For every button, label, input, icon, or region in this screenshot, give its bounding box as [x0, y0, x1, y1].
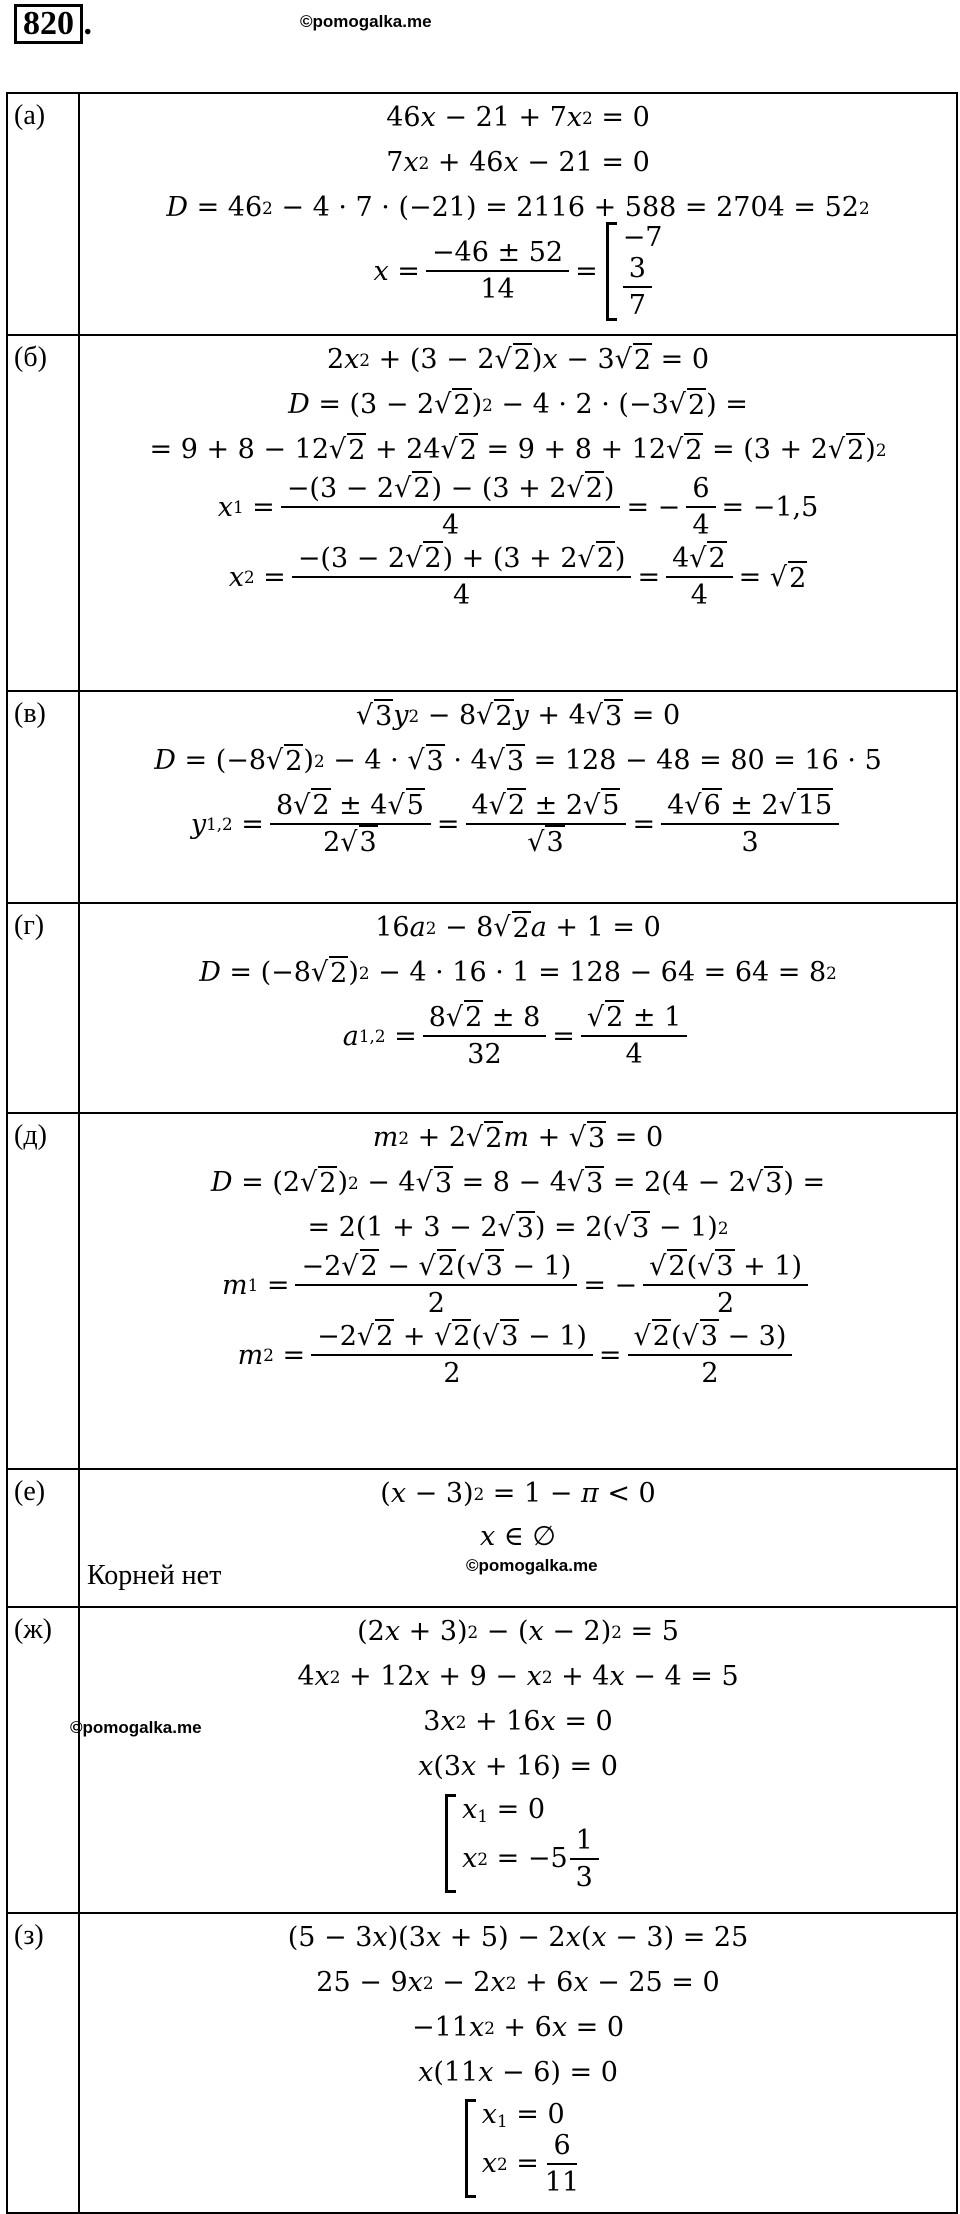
part-d	[7, 903, 957, 1113]
equation-line: m 1 = $\frac{-2√2 - √2(√3 - 1)}{2}$ = − $\frac{√2(√3 + 1)}{2}$	[81, 1250, 955, 1320]
equation-line: x 2 = $\frac{-(3 - 2√2) + (3 + 2√2)}{4}$ = $\frac{4√2}{4}$ = √ 2	[228, 543, 807, 611]
equation-line: 7 x 2 + 46 x − 21 = 0	[386, 147, 650, 178]
part-body	[79, 1469, 957, 1607]
equation-line: = 9 + 8 − 12√ 2 + 24√ 2 = 9 + 8 + 12√ 2 = (3 + 2√ 2 ) 2	[149, 434, 887, 466]
part-body	[79, 1913, 957, 2213]
part-b	[7, 335, 957, 691]
equation-line: 46 x − 21 + 7 x 2 = 0	[386, 102, 650, 133]
part-c	[7, 691, 957, 903]
equation-line: $x_1 = 0$ x 2 = −5 $\frac{1}{3}$	[81, 1789, 955, 1897]
part-label: (д)	[7, 1113, 79, 1469]
equation-line: D = (−8√ 2 ) 2 − 4 · 16 · 1 = 128 − 64 = 64 = 8 2	[199, 957, 837, 989]
part-body	[79, 335, 957, 691]
part-e	[7, 1113, 957, 1469]
equation-line: x = $\frac{-46 \pm 52}{14}$ = −7 $\frac{3}{7}$	[373, 221, 663, 321]
equation-line: (2 x + 3) 2 − ( x − 2) 2 = 5	[357, 1616, 679, 1647]
solution-table	[6, 92, 958, 2214]
equation-line: 4 x 2 + 12 x + 9 − x 2 + 4 x − 4 = 5	[297, 1661, 739, 1692]
no-roots-note: Корней нет	[87, 1560, 222, 1591]
equation-line: x 1 = $\frac{-(3 - 2√2) - (3 + 2√2)}{4}$ = − $\frac{6}{4}$ = −1,5	[217, 473, 819, 541]
equation-line: x ∈ ∅	[480, 1520, 556, 1552]
equation-line: m 2 = $\frac{-2√2 + √2(√3 - 1)}{2}$ = $\frac{√2(√3 - 3)}{2}$	[81, 1320, 955, 1390]
equation-line: m 2 + 2√ 2 m + √ 3 = 0	[372, 1122, 664, 1154]
equation-line: D = (2√ 2 ) 2 − 4√ 3 = 8 − 4√ 3 = 2(4 − 2√ 3 ) =	[210, 1167, 826, 1199]
equation-line: D = (−8√ 2 ) 2 − 4 · √ 3 · 4√ 3 = 128 − 48 = 80 = 16 · 5	[154, 745, 882, 777]
equation-line: 16 a 2 − 8√ 2 a + 1 = 0	[375, 912, 661, 944]
part-label: (а)	[7, 93, 79, 335]
equation-line: 3 x 2 + 16 x = 0	[423, 1706, 613, 1737]
part-body	[79, 93, 957, 335]
watermark: ©pomogalka.me	[466, 1556, 598, 1575]
equation-line: y 1,2 = $\frac{8√2 \pm 4√5}{2√3}$ = $\frac{4√2 \pm 2√5}{√3}$ = $\frac{4√6 \pm 2√15}{3}$	[81, 783, 955, 865]
equation-line: = 2(1 + 3 − 2√ 3 ) = 2(√ 3 − 1) 2	[307, 1212, 729, 1244]
equation-line: −11 x 2 + 6 x = 0	[411, 2012, 625, 2043]
part-label: (з)	[7, 1913, 79, 2213]
equation-line: a 1,2 = $\frac{8√2 \pm 8}{32}$ = $\frac{√2 \pm 1}{4}$	[81, 995, 955, 1077]
equation-line: x (11 x − 6) = 0	[418, 2057, 618, 2088]
equation-line: √ 3 y 2 − 8√ 2 y + 4√ 3 = 0	[355, 700, 681, 732]
equation-line: D = (3 − 2√ 2 ) 2 − 4 · 2 · (−3√ 2 ) =	[288, 389, 748, 421]
part-label: (б)	[7, 335, 79, 691]
watermark: ©pomogalka.me	[300, 12, 432, 31]
part-body	[79, 903, 957, 1113]
problem-number: 820 .	[14, 4, 83, 44]
part-body	[70, 1607, 957, 1913]
equation-line: $x_1 = 0$ x 2 = $\frac{6}{11}$	[81, 2095, 955, 2201]
part-label: (г)	[7, 903, 79, 1113]
part-body	[79, 1113, 957, 1469]
header	[0, 0, 960, 80]
equation-line: (5 − 3 x )(3 x + 5) − 2 x ( x − 3) = 25	[287, 1922, 749, 1953]
equation-line: ( x − 3) 2 = 1 − π < 0	[380, 1478, 656, 1509]
equation-line: 25 − 9 x 2 − 2 x 2 + 6 x − 25 = 0	[316, 1967, 720, 1998]
part-label: (ж)	[7, 1607, 79, 1913]
equation-line: 2 x 2 + (3 − 2√ 2 ) x − 3√ 2 = 0	[326, 344, 710, 376]
part-h	[7, 1913, 957, 2213]
part-label: (в)	[7, 691, 79, 903]
watermark: ©pomogalka.me	[70, 1718, 202, 1737]
equation-line: x (3 x + 16) = 0	[418, 1751, 618, 1782]
equation-line: D = 46 2 − 4 · 7 · (−21) = 2116 + 588 = 2704 = 52 2	[166, 192, 870, 223]
part-a	[7, 93, 957, 335]
part-body	[79, 691, 957, 903]
part-f	[7, 1469, 957, 1607]
part-label: (е)	[7, 1469, 79, 1607]
part-g	[7, 1607, 957, 1913]
